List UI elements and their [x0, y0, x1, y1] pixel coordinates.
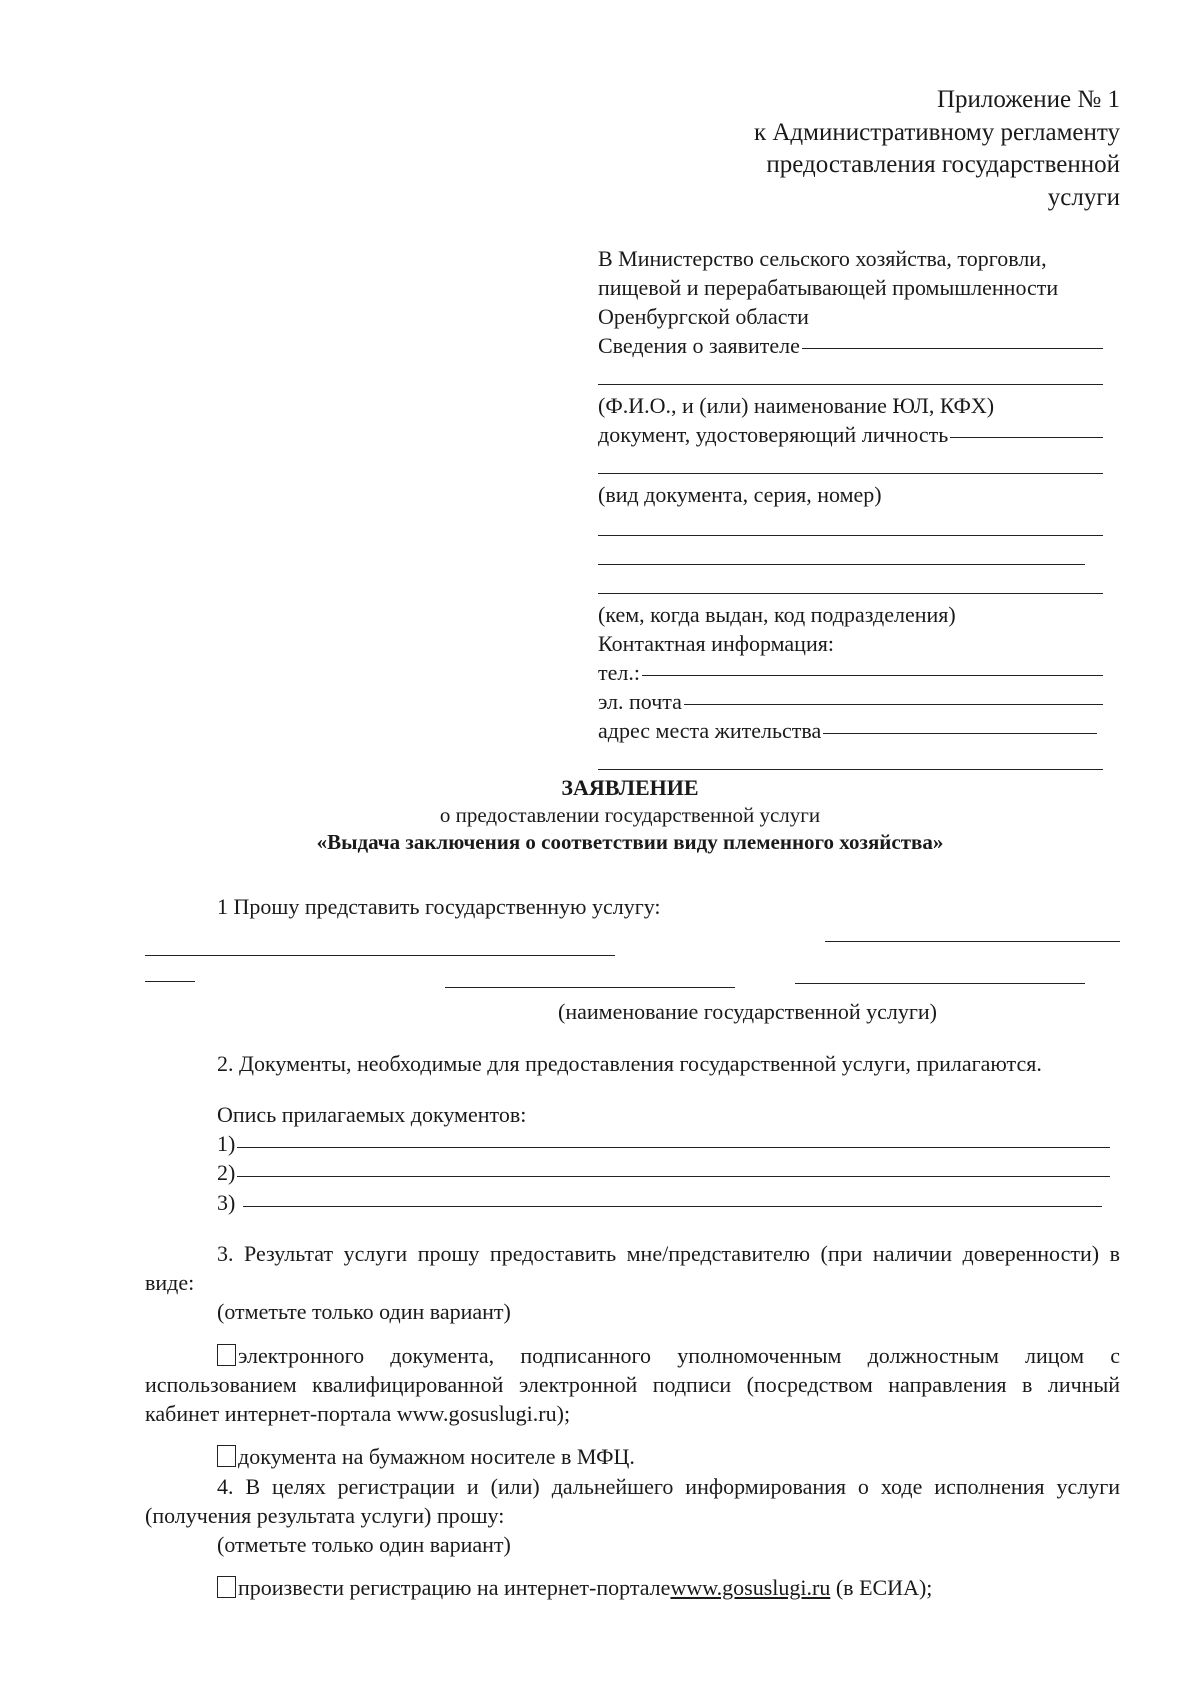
inventory-field-3[interactable]	[243, 1205, 1102, 1207]
address-label: адрес места жительства	[598, 718, 822, 744]
inventory-number-3: 3)	[217, 1189, 236, 1215]
option-registration	[145, 1573, 1120, 1602]
email-field[interactable]	[684, 703, 1103, 705]
issued-field-line-3[interactable]	[598, 571, 1103, 594]
option-registration-prefix: произвести регистрацию на интернет-портале	[238, 1575, 671, 1601]
service-name-field[interactable]	[145, 925, 1120, 997]
inventory-row-3	[145, 1188, 1120, 1217]
applicant-label: Сведения о заявителе	[598, 333, 800, 359]
recipient-line-2: пищевой и перерабатывающей промышленности	[598, 275, 1059, 301]
inventory-field-1[interactable]	[237, 1146, 1110, 1148]
checkbox-paper[interactable]	[217, 1445, 236, 1467]
option-paper-text: документа на бумажном носителе в МФЦ.	[238, 1444, 635, 1470]
recipient-block	[598, 244, 1103, 776]
document-body	[145, 892, 1120, 1603]
service-name-hint: (наименование государственной услуги)	[558, 999, 937, 1025]
applicant-field-line-2[interactable]	[598, 362, 1103, 385]
id-doc-label: документ, удостоверяющий личность	[598, 422, 949, 448]
address-field[interactable]	[823, 732, 1097, 734]
gosuslugi-link[interactable]: www.gosuslugi.ru	[670, 1575, 831, 1601]
service-line-1	[145, 955, 615, 956]
document-title	[150, 774, 1110, 856]
applicant-field[interactable]	[802, 347, 1103, 349]
inventory-number-1: 1)	[217, 1131, 236, 1156]
address-field-line-2[interactable]	[598, 747, 1103, 770]
title-heading: ЗАЯВЛЕНИЕ	[561, 775, 699, 800]
annex-line-2: к Административному регламенту	[753, 118, 1120, 146]
service-line-2	[825, 941, 1120, 942]
annex-header	[620, 84, 1120, 214]
contact-label: Контактная информация:	[598, 631, 834, 657]
inventory-label: Опись прилагаемых документов:	[217, 1101, 527, 1127]
service-line-5	[795, 983, 1085, 984]
service-line-3	[145, 981, 195, 982]
email-label: эл. почта	[598, 689, 682, 715]
recipient-line-1: В Министерство сельского хозяйства, торговли,	[598, 246, 1047, 271]
paragraph-1: 1 Прошу представить государственную услугу:	[217, 894, 661, 919]
phone-field[interactable]	[642, 674, 1103, 676]
inventory-field-2[interactable]	[237, 1175, 1110, 1177]
option-electronic	[145, 1341, 1120, 1429]
annex-line-4: услуги	[1047, 183, 1120, 211]
id-doc-field-line-2[interactable]	[598, 451, 1103, 474]
option-registration-suffix: (в ЕСИА);	[830, 1575, 933, 1601]
annex-line-1: Приложение № 1	[936, 86, 1120, 113]
paragraph-3-hint: (отметьте только один вариант)	[217, 1299, 511, 1325]
paragraph-2: 2. Документы, необходимые для предоставления государственной услуги, прилагаются.	[217, 1050, 1042, 1076]
id-doc-field[interactable]	[950, 436, 1103, 438]
address-row	[598, 716, 1103, 745]
recipient-line-3: Оренбургской области	[598, 304, 809, 330]
checkbox-electronic[interactable]	[217, 1344, 236, 1366]
annex-line-3: предоставления государственной	[766, 151, 1120, 178]
applicant-row	[598, 331, 1103, 360]
paragraph-4-hint: (отметьте только один вариант)	[217, 1532, 511, 1557]
paragraph-3: 3. Результат услуги прошу предоставить мне/представителю (при наличии доверенности) в виде:	[145, 1240, 1120, 1295]
inventory-row-1	[145, 1129, 1120, 1158]
email-row	[598, 687, 1103, 716]
issued-field-line-2[interactable]	[598, 542, 1085, 565]
id-doc-row	[598, 420, 1103, 449]
service-line-4	[445, 987, 735, 988]
checkbox-registration[interactable]	[217, 1576, 236, 1598]
applicant-hint: (Ф.И.О., и (или) наименование ЮЛ, КФХ)	[598, 393, 995, 419]
issued-field-line-1[interactable]	[598, 513, 1103, 536]
title-service-name: «Выдача заключения о соответствии виду племенного хозяйства»	[316, 830, 944, 855]
option-paper	[145, 1442, 1120, 1471]
phone-row	[598, 658, 1103, 687]
title-subheading: о предоставлении государственной услуги	[439, 803, 821, 828]
option-electronic-text: электронного документа, подписанного уполномоченным должностным лицом с использованием квалифицированной электронной подписи (посредством направления в личный кабинет интернет-портала www.gosuslugi.ru);	[145, 1342, 1120, 1426]
phone-label: тел.:	[598, 660, 640, 686]
inventory-number-2: 2)	[217, 1160, 236, 1186]
paragraph-4: 4. В целях регистрации и (или) дальнейшего информирования о ходе исполнения услуги (получения результата услуги) прошу:	[145, 1473, 1120, 1528]
inventory-row-2	[145, 1158, 1120, 1187]
issued-hint: (кем, когда выдан, код подразделения)	[598, 602, 956, 628]
id-doc-hint: (вид документа, серия, номер)	[598, 482, 882, 508]
